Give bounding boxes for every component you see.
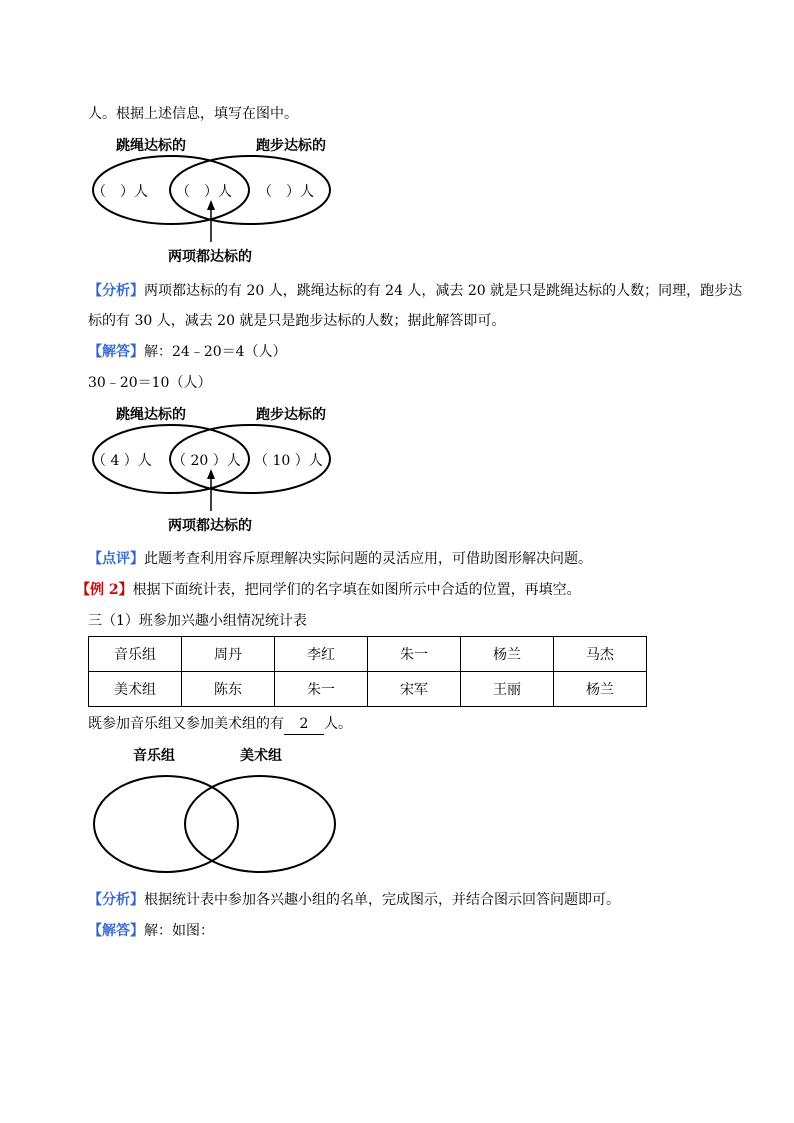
comment-tag: 【点评】 <box>88 551 144 567</box>
answer-2-line <box>88 921 214 941</box>
table-cell: 朱一 <box>368 637 461 672</box>
table-cell: 王丽 <box>461 672 554 707</box>
example-text: 根据下面统计表，把同学们的名字填在如图所示中合适的位置，再填空。 <box>132 582 581 598</box>
venn-pointer-arrow <box>207 200 215 210</box>
table-cell: 音乐组 <box>89 637 182 672</box>
venn-right-value: （ ）人 <box>258 184 314 200</box>
comment-line <box>88 549 592 569</box>
analysis-1-line-1 <box>88 281 742 301</box>
table-cell: 宋军 <box>368 672 461 707</box>
analysis-text: 根据统计表中参加各兴趣小组的名单，完成图示，并结合图示回答问题即可。 <box>144 892 620 908</box>
example-tag: 【例 2】 <box>76 582 133 598</box>
venn-diagram-groups <box>88 740 348 880</box>
analysis-tag: 【分析】 <box>88 892 144 908</box>
table-cell: 周丹 <box>182 637 275 672</box>
venn-left-value: （ ）人 <box>92 184 148 200</box>
venn-pointer-arrow <box>207 469 215 479</box>
answer-text: 解：24﹣20＝4（人） <box>144 344 287 360</box>
table-row <box>89 637 647 672</box>
analysis-text: 两项都达标的有 20 人，跳绳达标的有 24 人，减去 20 就是只是跳绳达标的人数；同理，跑步达 <box>144 283 743 299</box>
venn-left-ellipse <box>94 776 238 872</box>
venn-left-label: 音乐组 <box>133 748 175 764</box>
venn-right-value: （ 10 ）人 <box>254 453 323 469</box>
table-title: 三（1）班参加兴趣小组情况统计表 <box>88 613 307 629</box>
venn-diagram-filled <box>88 399 348 539</box>
venn-left-value: （ 4 ）人 <box>92 453 152 469</box>
venn-right-label: 美术组 <box>240 748 282 764</box>
table-cell: 陈东 <box>182 672 275 707</box>
stat-table <box>88 636 647 707</box>
answer-1-line-2: 30﹣20＝10（人） <box>88 375 212 391</box>
fill-after-text: 人。 <box>324 716 352 732</box>
venn-left-label: 跳绳达标的 <box>116 407 186 423</box>
fill-before-text: 既参加音乐组又参加美术组的有 <box>88 716 284 732</box>
table-cell: 杨兰 <box>461 637 554 672</box>
answer-tag: 【解答】 <box>88 344 144 360</box>
venn-left-label: 跳绳达标的 <box>116 138 186 154</box>
venn-bottom-label: 两项都达标的 <box>168 518 252 534</box>
fill-answer: 2 <box>284 714 324 735</box>
analysis-1-line-2: 标的有 30 人，减去 20 就是只是跑步达标的人数；据此解答即可。 <box>88 313 506 329</box>
example-2-line <box>76 580 581 600</box>
table-cell: 朱一 <box>275 672 368 707</box>
table-row <box>89 672 647 707</box>
fill-in-line <box>88 714 352 735</box>
intro-line: 人。根据上述信息，填写在图中。 <box>88 106 298 122</box>
venn-middle-value: （ 20 ）人 <box>172 453 241 469</box>
venn-diagram-blank <box>88 130 348 270</box>
table-cell: 马杰 <box>554 637 647 672</box>
answer-text: 解：如图： <box>144 923 214 939</box>
comment-text: 此题考查利用容斥原理解决实际问题的灵活应用，可借助图形解决问题。 <box>144 551 592 567</box>
table-cell: 杨兰 <box>554 672 647 707</box>
venn-middle-value: （ ）人 <box>176 184 232 200</box>
analysis-2-line <box>88 890 620 910</box>
table-cell: 李红 <box>275 637 368 672</box>
venn-right-ellipse <box>185 776 335 872</box>
venn-bottom-label: 两项都达标的 <box>168 249 252 265</box>
answer-tag: 【解答】 <box>88 923 144 939</box>
analysis-tag: 【分析】 <box>88 283 144 299</box>
table-cell: 美术组 <box>89 672 182 707</box>
answer-1-line-1 <box>88 342 287 362</box>
venn-right-label: 跑步达标的 <box>256 138 326 154</box>
venn-right-label: 跑步达标的 <box>256 407 326 423</box>
